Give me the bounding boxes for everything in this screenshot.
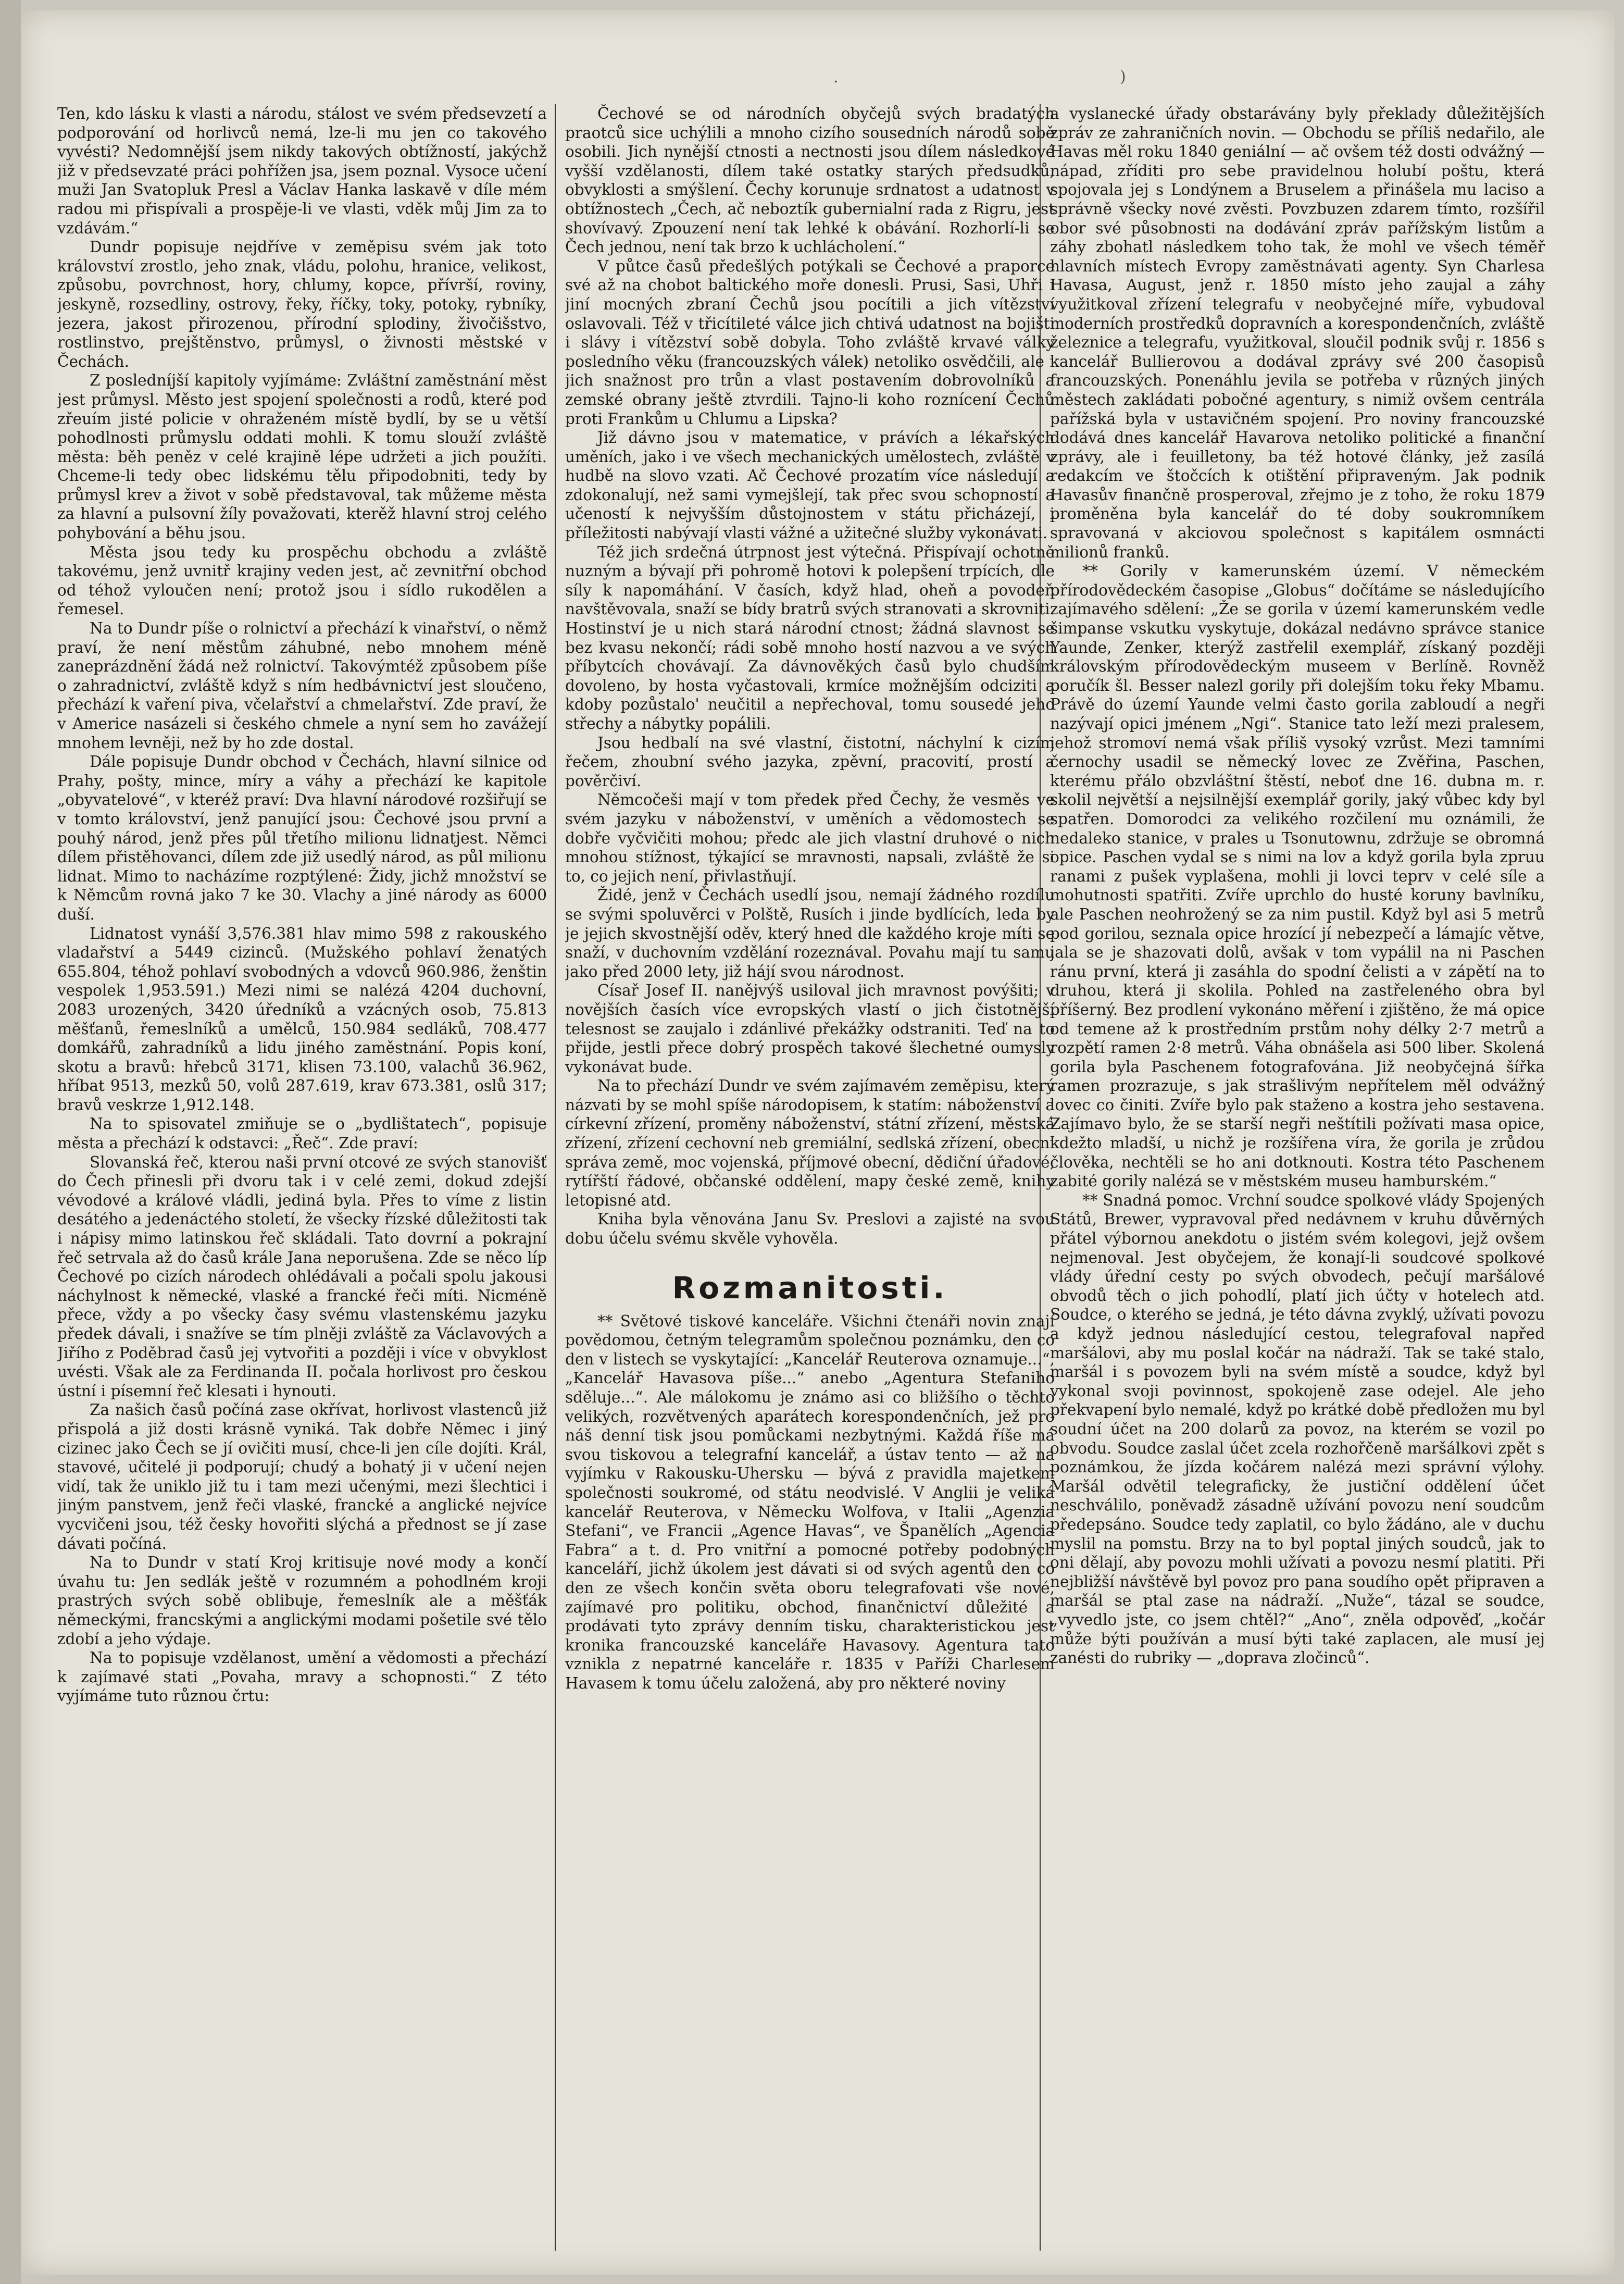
paragraph: Města jsou tedy ku prospěchu obchodu a zvláště takovému, jenž uvnitř krajiny veden jest, ač zevnitřní obchod od téhož vyloučen není; protož jsou i sídlo rukodělen a řemesel. (57, 543, 547, 618)
page-edge (0, 0, 21, 2284)
paragraph: Čechové se od národních obyčejů svých bradatých praotců sice uchýlili a mnoho cizího sousedních národů sobě osobili. Jich nynější ctnosti a nectnosti jsou dílem následkové vyšší vzdělanosti, dílem také ostatky starých předsudků, obvyklosti a smýšlení. Čechy korunuje srdnatost a udatnost v obtížnostech „Čech, ač neboztík gubernialní rada z Rigru, jest shovívavý. Zpouzení není tak lehké k obávání. Rozhorlí-li se Čech jednou, není tak brzo k uchlácholení.“ (565, 105, 1055, 256)
column-right (1050, 104, 1545, 2251)
page-mark: · (833, 73, 839, 91)
paragraph: Z posledníjší kapitoly vyjímáme: Zvláštní zaměstnání měst jest průmysl. Město jest spojení společnosti a rodů, které pod zřeuím jisté policie v ohraženém místě bydlí, by se u větší pohodlnosti průmyslu oddati mohli. K tomu slouží zvláště města: běh peněz v celé krajině lépe udržeti a jich použíti. Chceme-li tedy obec lidskému tělu připodobniti, tedy by průmysl krev a život v sobě představoval, tak můžeme města za hlavní a pulsovní žíly považovati, kterěž hlavní stroj celého pohybování a běhu jsou. (57, 371, 547, 542)
paragraph: ** Snadná pomoc. Vrchní soudce spolkové vlády Spojených Států, Brewer, vypravoval před nedávnem v kruhu důvěrných přátel výbornou anekdotu o jistém svém kolegovi, jejž ovšem nejmenoval. Jest obyčejem, že konají-li soudcové spolkové vlády úřední cesty po svých obvodech, pečují maršálové obvodů těch o jich pohodlí, platí jich účty v hotelech atd. Soudce, o kterého se jedná, je této dávna zvyklý, užívati povozu a když jednou následující cestou, telegrafoval napřed maršálovi, aby mu poslal kočár na nádraží. Tak se také stalo, maršál i s povozem byli na svém místě a soudce, když byl vykonal svoji povinnost, spokojeně zase odejel. Ale jeho překvapení bylo nemalé, když po krátké době předložen mu byl soudní účet na 200 dolarů za povoz, na kterém se vozil po obvodu. Soudce zaslal účet zcela rozhořčeně maršálkovi zpět s poznámkou, že jízda kočárem nalézá mezi správní výlohy. Maršál odvětil telegraficky, že justiční oddělení účet neschválilo, poněvadž zásadně užívání povozu není soudcům předepsáno. Soudce tedy zaplatil, co bylo žádáno, ale v duchu myslil na pomstu. Brzy na to byl poptal jiných soudců, jak to oni dělají, aby povozu mohli užívati a povozu nesmí platiti. Při nejbližší návštěvě byl povoz pro pana soudího opět připraven a maršál se ptal zase na nádraží. „Nuže“, tázal se soudce, „vyvedlo jste, co jsem chtěl?“ „Ano“, zněla odpověď, „kočár může býti používán a musí býti také zaplacen, ale musí jej zanésti do rubriky — „doprava zločinců“. (1050, 1191, 1545, 1667)
paragraph: ** Gorily v kamerunském území. V německém přírodovědeckém časopise „Globus“ dočítáme se následujícího zajímavého sdělení: „Že se gorila v území kamerunském vedle šimpanse vskutku vyskytuje, dokázal nedávno správce stanice Yaunde, Zenker, kterýž zastřelil exemplář, získaný později královským přírodovědeckým museem v Berlíně. Rovněž poručík šl. Besser nalezl gorily při dolejším toku řeky Mbamu. Právě do území Yaunde velmi často gorila zabloudí a negři nazývají opici jménem „Ngi“. Stanice tato leží mezi pralesem, jehož stromoví nemá však příliš vysoký vzrůst. Mezi tamními černochy usadil se německý lovec ze Zvěřina, Paschen, kterému přálo obzvláštní štěstí, neboť dne 16. dubna m. r. skolil největší a nejsilnější exemplář gorily, jaký vůbec kdy byl spatřen. Domorodci za velikého rozčilení mu oznámili, že nedaleko stanice, v prales u Tsonutownu, zdržuje se obromná opice. Paschen vydal se s nimi na lov a když gorila byla zpruu ranami z pušek vyplašena, mohli ji lovci teprv v celé síle a mohutnosti spatřiti. Zvíře uprchlo do husté koruny bavlníku, ale Paschen neohrožený se za nim pustil. Když byl asi 5 metrů pod gorilou, seznala opice hrozící jí nebezpečí a lámajíc větve, jala se je shazovati dolů, avšak v tom vypálil na ni Paschen ránu první, která ji zasáhla do spodní čelisti a v zápětí na to druhou, která ji skolila. Pohled na zastřeleného obra byl příšerný. Bez prodlení vykonáno měření i zjištěno, že má opice od temene až k prostředním prstům nohy délky 2·7 metrů a rozpětí ramen 2·8 metrů. Váha obnášela asi 500 liber. Skolená gorila byla Paschenem fotografována. Již neobyčejná šířka ramen prozrazuje, s jak strašlivým nepřítelem měl odvážný lovec co činiti. Zvíře bylo pak staženo a kostra jeho sestavena. Zajímavo bylo, že se starší negři neštítili požívati masa opice, kdežto mladší, u nichž je rozšířena víra, že gorila je zrůdou člověka, nechtěli se ho ani dotknouti. Kostra této Paschenem zabité gorily nalézá se v městském museu hamburském.“ (1050, 562, 1545, 1190)
paragraph: Dundr popisuje nejdříve v zeměpisu svém jak toto království zrostlo, jeho znak, vládu, polohu, hranice, velikost, způsobu, povrchnost, hory, chlumy, kopce, přívrší, roviny, jeskyně, rozsedliny, ostrovy, řeky, říčky, toky, potoky, rybníky, jezera, jakost přirozenou, přírodní splodiny, živočišstvo, rostlinstvo, prejštěnstvo, průmysl, o živnosti městské v Čechách. (57, 238, 547, 370)
paragraph: Jsou hedbalí na své vlastní, čistotní, náchylní k cizím řečem, zhoubní svého jazyka, zpěvní, pracovití, prostí a pověrčiví. (565, 734, 1055, 790)
paragraph: Na to popisuje vzdělanost, umění a vědomosti a přechází k zajímavé stati „Povaha, mravy a schopnosti.“ Z této vyjímáme tuto různou črtu: (57, 1649, 547, 1705)
page-mark: ) (1120, 68, 1126, 86)
section-heading: Rozmanitosti. (672, 1270, 948, 1306)
paragraph: Dále popisuje Dundr obchod v Čechách, hlavní silnice od Prahy, pošty, mince, míry a váhy a přechází ke kapitole „obyvatelové“, v kteréž praví: Dva hlavní národové rozšiřují se v tomto království, jenž panující jsou: Čechové jsou první a pouhý národ, jenž přes půl třetího milionu lidnatjest. Němci dílem přistěhovanci, dílem zde již usedlý národ, as půl milionu lidnat. Mimo to nacházíme rozptýlené: Židy, jichž množství se k Němcům rovná jako 7 ke 30. Vlachy a jiné národy as 6000 duší. (57, 753, 547, 923)
paragraph: Za našich časů počíná zase okřívat, horlivost vlastenců již přispolá a již dosti krásně vyniká. Tak dobře Němec i jiný cizinec jako Čech se jí ovičiti musí, chce-li jen cíle dojíti. Král, stavové, učitelé ji podporují; chudý a bohatý ji v učení nejen vidí, tak že uniklo již tu i tam mezi učenými, mezi šlechtici i jiným panstvem, jenž řeči vlaské, francké a anglické nejvíce vycvičeni jsou, též česky hovořiti slýchá a přednost se jí zase dávati počíná. (57, 1401, 547, 1553)
paragraph: Kniha byla věnována Janu Sv. Preslovi a zajisté na svou dobu účelu svému skvěle vyhověla. (565, 1210, 1055, 1248)
paragraph: Již dávno jsou v matematice, v právích a lékařských uměních, jako i ve všech mechanických umělostech, zvláště v hudbě na slovo vzati. Ač Čechové prozatím více následují a zdokonalují, než sami vymejšlejí, tak přec svou schopností a učeností k nejvyšším důstojnostem v státu přicházejí, i příležitosti nabývají vlasti vážné a užitečné služby vykonávati. (565, 429, 1055, 542)
column-middle (565, 104, 1055, 2251)
paragraph: Na to přechází Dundr ve svém zajímavém zeměpisu, který názvati by se mohl spíše národopisem, k statím: náboženství a církevní zřízení, proměny náboženství, státní zřízení, městská zřízení, zřízení cechovní neb gremiální, sedlská zřízení, obecní správa země, moc vojenská, příjmové obecní, dědiční úřadové, rytířští řádové, občanské oddělení, mapy české země, knihy letopisné atd. (565, 1077, 1055, 1209)
paragraph: Císař Josef II. nanějvýš usiloval jich mravnost povýšiti; v novějších časích více evropských vlastí o jich čistotnější telesnost se zaujalo i zdánlivé překážky odstraniti. Teď na to přijde, jestli přece dobrý prospěch takové šlechetné oumysly vykonávat bude. (565, 982, 1055, 1076)
paragraph: Na to spisovatel zmiňuje se o „bydlištatech“, popisuje města a přechází k odstavci: „Řeč“. Zde praví: (57, 1115, 547, 1152)
paragraph: Na to Dundr v statí Kroj kritisuje nové mody a končí úvahu tu: Jen sedlák ještě v rozumném a pohodlném kroji prastrých svých sobě oblibuje, řemeslník ale a měšťák německými, francskými a anglickými modami pošetile své tělo zdobí a jeho výdaje. (57, 1554, 547, 1648)
column-left (57, 104, 547, 2251)
paragraph: V půtce časů předešlých potýkali se Čechové a praporce své až na chobot baltického moře donesli. Prusi, Sasi, Uhři i jiní mocných zbraní Čechů jsou pocítili a jich vítězství oslavovali. Též v třicítileté válce jich chtivá udatnost na bojišti i slávy i vítězství sobě dobyla. Toho zvláště krvavé války posledního věku (francouzských válek) netoliko osvědčili, ale i jich snažnost pro trůn a vlast postavením dobrovolníků a zemské obrany ještě ztvrdili. Tajno-li koho roznícení Čechů proti Frankům u Chlumu a Lipska? (565, 257, 1055, 428)
paragraph: Ten, kdo lásku k vlasti a národu, stálost ve svém předsevzetí a podporování od horlivců nemá, lze-li mu jen co takového vyvésti? Nedomnější jsem nikdy takových obtížností, jakýchž již v předsevzaté práci pohřížen jsa, jsem poznal. Vysoce učení muži Jan Svatopluk Presl a Václav Hanka laskavě v díle mém radou mi přispívali a prospěje-li ve vlasti, vděk můj Jim za to vzdávám.“ (57, 105, 547, 237)
paragraph: Též jich srdečná útrpnost jest výtečná. Přispívají ochotně nuzným a bývají při pohromě hotovi k polepšení trpících, dle síly k napomáhání. V časích, když hlad, oheň a povodeň navštěvovala, snaží se bídy bratrů svých stranovati a skrovniti. Hostinství je u nich stará národní ctnost; žádná slavnost se bez kvasu nekončí; rádi sobě mnoho hostí nazvou a ve svých příbytcích chovávají. Za dávnověkých časů bylo chudším dovoleno, by hosta vyčastovali, krmíce možnějším odciziti a kdoby pozůstalo' neučitil a nepřechoval, tomu sousedé jeho střechy a nábytky popálili. (565, 543, 1055, 733)
paragraph: ** Světové tiskové kanceláře. Všichni čtenáři novin znají povědomou, četným telegramům společnou poznámku, den co den v listech se vyskytající: „Kancelář Reuterova oznamuje...“, „Kancelář Havasova píše...“ anebo „Agentura Stefaniho sděluje...“. Ale málokomu je známo asi co bližšího o těchto velikých, rozvětvených aparátech korespondenčních, jež pro náš denní tisk jsou pomůckami nezbytnými. Každá říše má svou tiskovou a telegrafní kancelář, a ústav tento — až na vyjímku v Rakousku-Uhersku — bývá z pravidla majetkem společnosti soukromé, od státu neodvislé. V Anglii je veliká kancelář Reuterova, v Německu Wolfova, v Italii „Agenzia Stefani“, ve Francii „Agence Havas“, ve Španělích „Agencia Fabra“ a t. d. Pro vnitřní a pomocné potřeby podobných kanceláří, jichž úkolem jest dávati si od svých agentů den co den ze všech končin světa oboru telegrafovati vše nové, zajímavé pro politiku, obchod, finančnictví důležité a prodávati tyto zprávy denním tisku, charakteristickou jest kronika francouzské kanceláře Havasovy. Agentura tato vznikla z nepatrné kanceláře r. 1835 v Paříži Charlesem Havasem k tomu účelu založená, aby pro některé noviny (565, 1312, 1055, 1692)
column-rule (555, 104, 556, 2251)
paragraph: Lidnatost vynáší 3,576.381 hlav mimo 598 z rakouského vladařství a 5449 cizinců. (Mužského pohlaví ženatých 655.804, téhož pohlaví svobodných a vdovců 960.986, ženštin vespolek 1,953.591.) Mezi nimi se nalézá 4204 duchovní, 2083 urozených, 3420 úředníků a vzácných osob, 75.813 měšťanů, řemeslníků a umělců, 150.984 sedláků, 708.477 domkářů, zahradníků a lidu jiného zaměstnání. Popis koní, skotu a bravů: hřebců 3171, klisen 73.100, valachů 36.962, hříbat 9513, mezků 50, volů 287.619, krav 673.381, oslů 317; bravů veskrze 1,912.148. (57, 924, 547, 1114)
paragraph: Slovanská řeč, kterou naši první otcové ze svých stanovišť do Čech přinesli při dvoru tak i v celé zemi, dokud zdejší vévodové a králové vládli, jediná byla. Přes to víme z listin desátého a jedenáctého století, že všecky řízské důležitosti tak i nápisy mimo latinskou řeč skládali. Tato dovrní a pokrajní řeč setrvala až do časů krále Jana neporušena. Zde se něco líp Čechové po cizích národech ohlédávali a počali spolu jakousi náchylnost k německé, vlaské a francké řeči míti. Nicméně přece, vždy a po všecky časy svému vlastenskému jazyku předek dávali, i snažíve se tím plněji zvláště za Václavových a Jiřího z Poděbrad časů jej vytvořiti a později i více v obvyklost uvésti. Však ale za Ferdinanda II. počala horlivost pro českou ústní i písemní řeč klesati i hynouti. (57, 1153, 547, 1400)
paragraph: Židé, jenž v Čechách usedlí jsou, nemají žádného rozdílu se svými spoluvěrci v Polště, Rusích i jinde bydlících, leda by je jejich skvostnější oděv, který hned dle každého kroje míti se snaží, v duchovním vzdělání rozeznával. Povahu mají tu samu jako před 2000 lety, již hájí svou národnost. (565, 886, 1055, 980)
paragraph: Němcočeši mají v tom předek před Čechy, že vesměs ve svém jazyku v náboženství, v uměních a vědomostech se dobře vyčvičiti mohou; předc ale jich vlastní druhové o nich mnohou stížnost, týkající se mravnosti, napsali, zvláště že si to, co jejich není, přivlastňují. (565, 791, 1055, 885)
paragraph: a vyslanecké úřady obstarávány byly překlady důležitějších zpráv ze zahraničních novin. — Obchodu se příliš nedařilo, ale Havas měl roku 1840 geniální — ač ovšem též dosti odvážný — nápad, zříditi pro sebe pravidelnou holubí poštu, která spojovala jej s Londýnem a Bruselem a přinášela mu laciso a správně všecky nové zvěsti. Povzbuzen zdarem tímto, rozšířil obor své působnosti na dodávání zpráv pařížským listům a záhy zbohatl následkem toho tak, že mohl ve všech téměř hlavních místech Evropy zaměstnávati agenty. Syn Charlesa Havasa, August, jenž r. 1850 místo jeho zaujal a záhy využitkoval zřízení telegrafu v neobyčejné míře, vybudoval moderních prostředků dopravních a korespondenčních, zvláště železnice a telegrafu, využitkoval, sloučil podnik svůj r. 1856 s kancelář Bullierovou a dodával zprávy své 200 časopisů francouzských. Ponenáhlu jevila se potřeba v různých jiných městech zakládati pobočné agentury, s nimiž ovšem centrála pařížská byla v ustavičném spojení. Pro noviny francouzské dodává dnes kancelář Havarova netoliko politické a finanční zprávy, ale i feuilletony, ba též hotové články, jež zasílá redakcím ve štočcích k otištění připraveným. Jak podnik Havasův finančně prosperoval, zřejmo je z toho, že roku 1879 proměněna byla kancelář do té doby soukromníkem spravovaná v akciovou společnost s kapitálem osmnácti milionů franků. (1050, 105, 1545, 561)
paragraph: Na to Dundr píše o rolnictví a přechází k vinařství, o němž praví, že není městům záhubné, nebo mnohem méně zaneprázdnění žádá než rolnictví. Takovýmtéž způsobem píše o zahradnictví, zvláště když s ním hedbávnictví jest sloučeno, přechází k vaření piva, včelařství a chmelařství. Zde praví, že v Americe nasázeli si českého chmele a nyní sem ho zavážejí mnohem levněji, než by ho zde dostal. (57, 619, 547, 752)
